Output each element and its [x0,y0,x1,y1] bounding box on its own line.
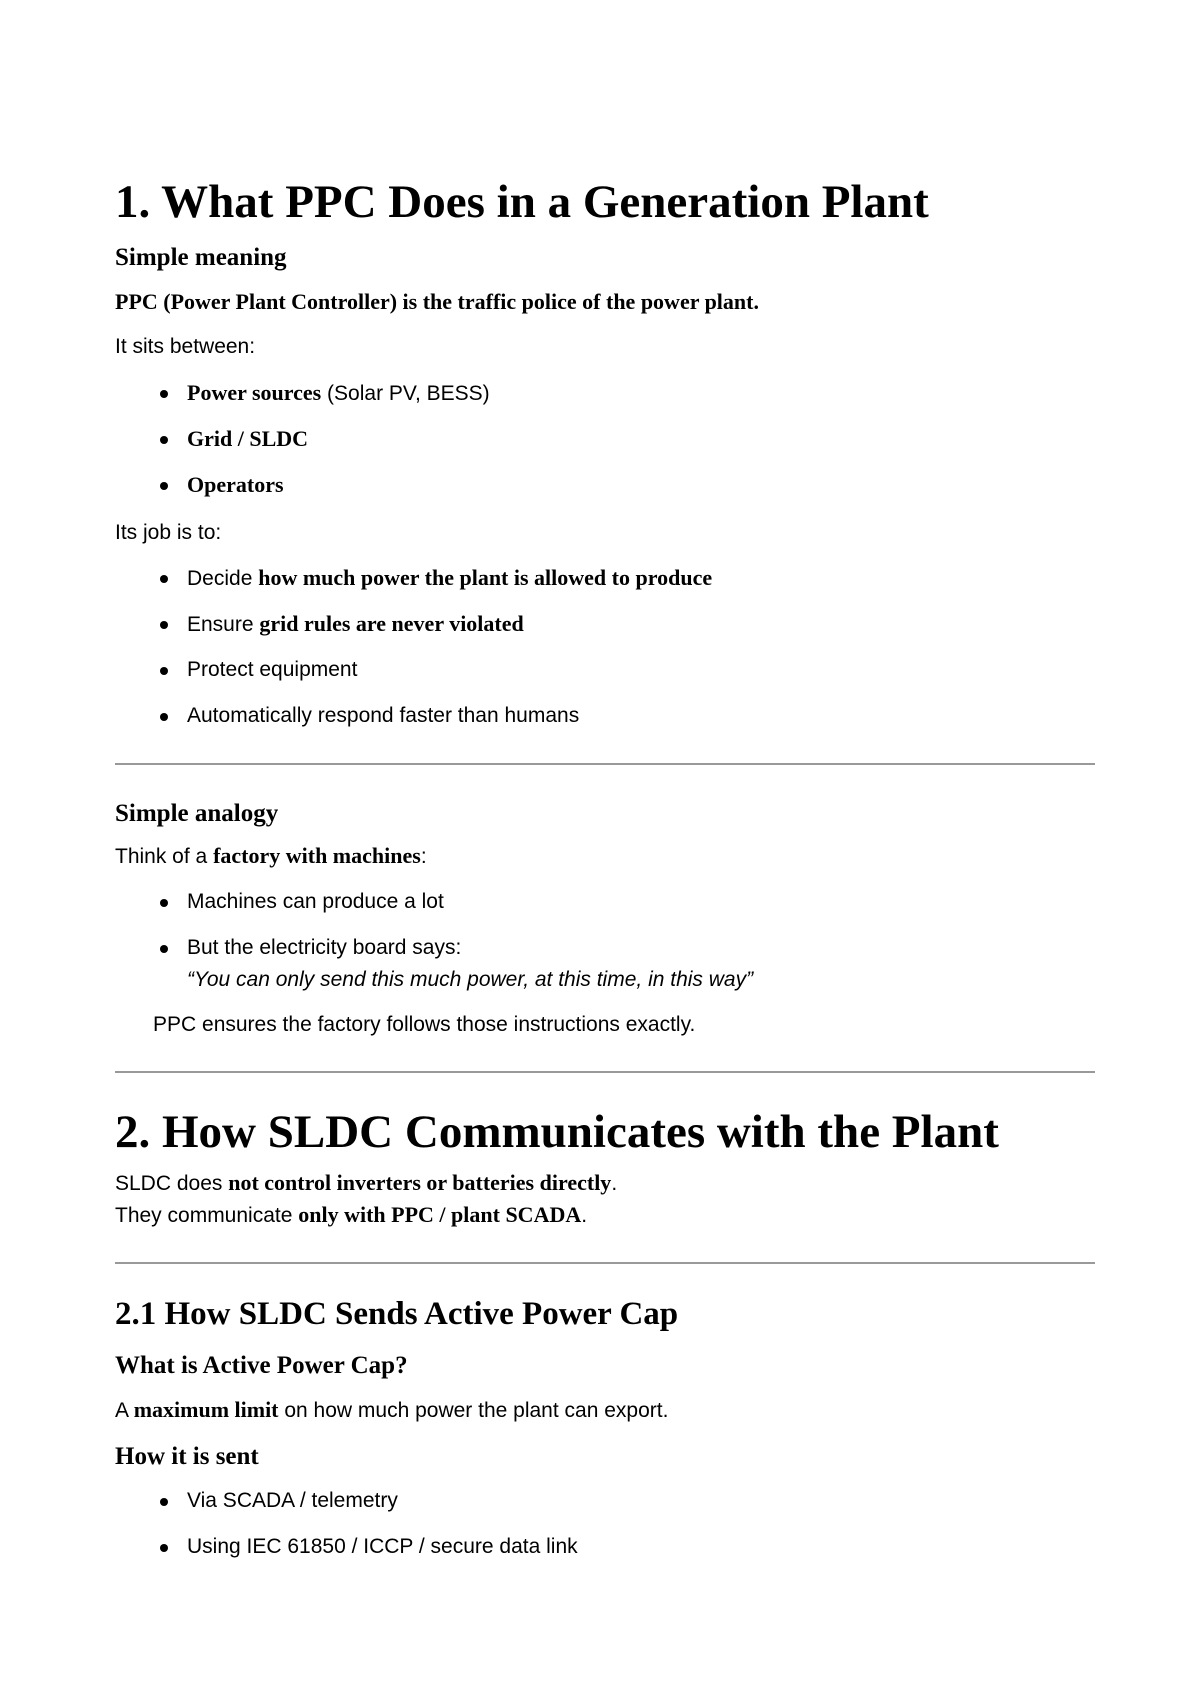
sldc-line-2 [115,1199,587,1232]
list-item [115,654,1015,700]
divider [115,1071,1095,1073]
list-item [115,932,1015,996]
list-item-bold: Operators [187,472,284,497]
list-item-text: (Solar PV, BESS) [321,382,490,405]
analogy-intro-bold: factory with machines [213,843,421,868]
bullet-icon [160,621,168,629]
sldc-line-2-bold: only with PPC / plant SCADA [298,1202,582,1227]
section-2-title: 2. How SLDC Communicates with the Plant [115,1106,999,1158]
list-item [115,886,1015,932]
analogy-quote: “You can only send this much power, at this time, in this way” [187,968,754,991]
job-intro: Its job is to: [115,521,222,544]
bullet-icon [160,713,168,721]
list-item-text: Decide [187,567,259,590]
sldc-line-1-bold: not control inverters or batteries directly [228,1170,612,1195]
bullet-icon [160,436,168,444]
list-item-text: Using IEC 61850 / ICCP / secure data link [187,1535,578,1558]
list-item-bold: Grid / SLDC [187,426,309,451]
bullet-icon [160,1544,168,1552]
sits-between-list [115,377,1015,515]
list-item [115,1485,1015,1531]
sldc-line-1 [115,1167,617,1200]
list-item [115,469,1015,515]
bullet-icon [160,945,168,953]
bullet-icon [160,667,168,675]
what-is-cap-post: on how much power the plant can export. [278,1399,669,1422]
what-is-cap-text [115,1394,668,1427]
list-item [115,562,1015,608]
list-item-bold: Power sources [187,380,322,405]
sits-between-intro: It sits between: [115,335,256,358]
analogy-conclusion: PPC ensures the factory follows those instructions exactly. [153,1013,696,1036]
analogy-list [115,886,1015,996]
simple-meaning-heading: Simple meaning [115,244,287,271]
list-item [115,377,1015,423]
list-item-text: Via SCADA / telemetry [187,1489,398,1512]
sldc-line-2-text: They communicate [115,1204,299,1227]
divider [115,1262,1095,1264]
analogy-intro-text: Think of a [115,845,214,868]
list-item [115,423,1015,469]
simple-analogy-heading: Simple analogy [115,800,279,827]
sldc-line-2-period: . [581,1204,588,1227]
list-item-text: But the electricity board says: [187,936,462,959]
what-is-cap-bold: maximum limit [133,1397,279,1422]
bullet-icon [160,575,168,583]
list-item-text: Machines can produce a lot [187,890,444,913]
divider [115,763,1095,765]
sldc-line-1-period: . [611,1172,618,1195]
bullet-icon [160,899,168,907]
list-item-text: Protect equipment [187,658,358,681]
bullet-icon [160,482,168,490]
list-item [115,700,1015,746]
section-1-title: 1. What PPC Does in a Generation Plant [115,176,929,228]
sldc-line-1-text: SLDC does [115,1172,229,1195]
analogy-intro-colon: : [420,845,427,868]
list-item [115,1531,1015,1577]
what-is-cap-heading: What is Active Power Cap? [115,1352,408,1379]
ppc-definition-text: PPC (Power Plant Controller) is the traffic police of the power plant. [115,289,759,314]
list-item-bold: how much power the plant is allowed to produce [258,565,713,590]
jobs-list [115,562,1015,746]
ppc-definition [115,286,759,319]
bullet-icon [160,1498,168,1506]
list-item-text: Ensure [187,613,260,636]
analogy-intro [115,840,427,873]
what-is-cap-pre: A [115,1399,134,1422]
list-item-bold: grid rules are never violated [259,611,524,636]
how-sent-list [115,1485,1015,1577]
how-it-is-sent-heading: How it is sent [115,1443,259,1470]
bullet-icon [160,390,168,398]
subsection-2-1-title: 2.1 How SLDC Sends Active Power Cap [115,1296,679,1332]
list-item [115,608,1015,654]
list-item-text: Automatically respond faster than humans [187,704,580,727]
